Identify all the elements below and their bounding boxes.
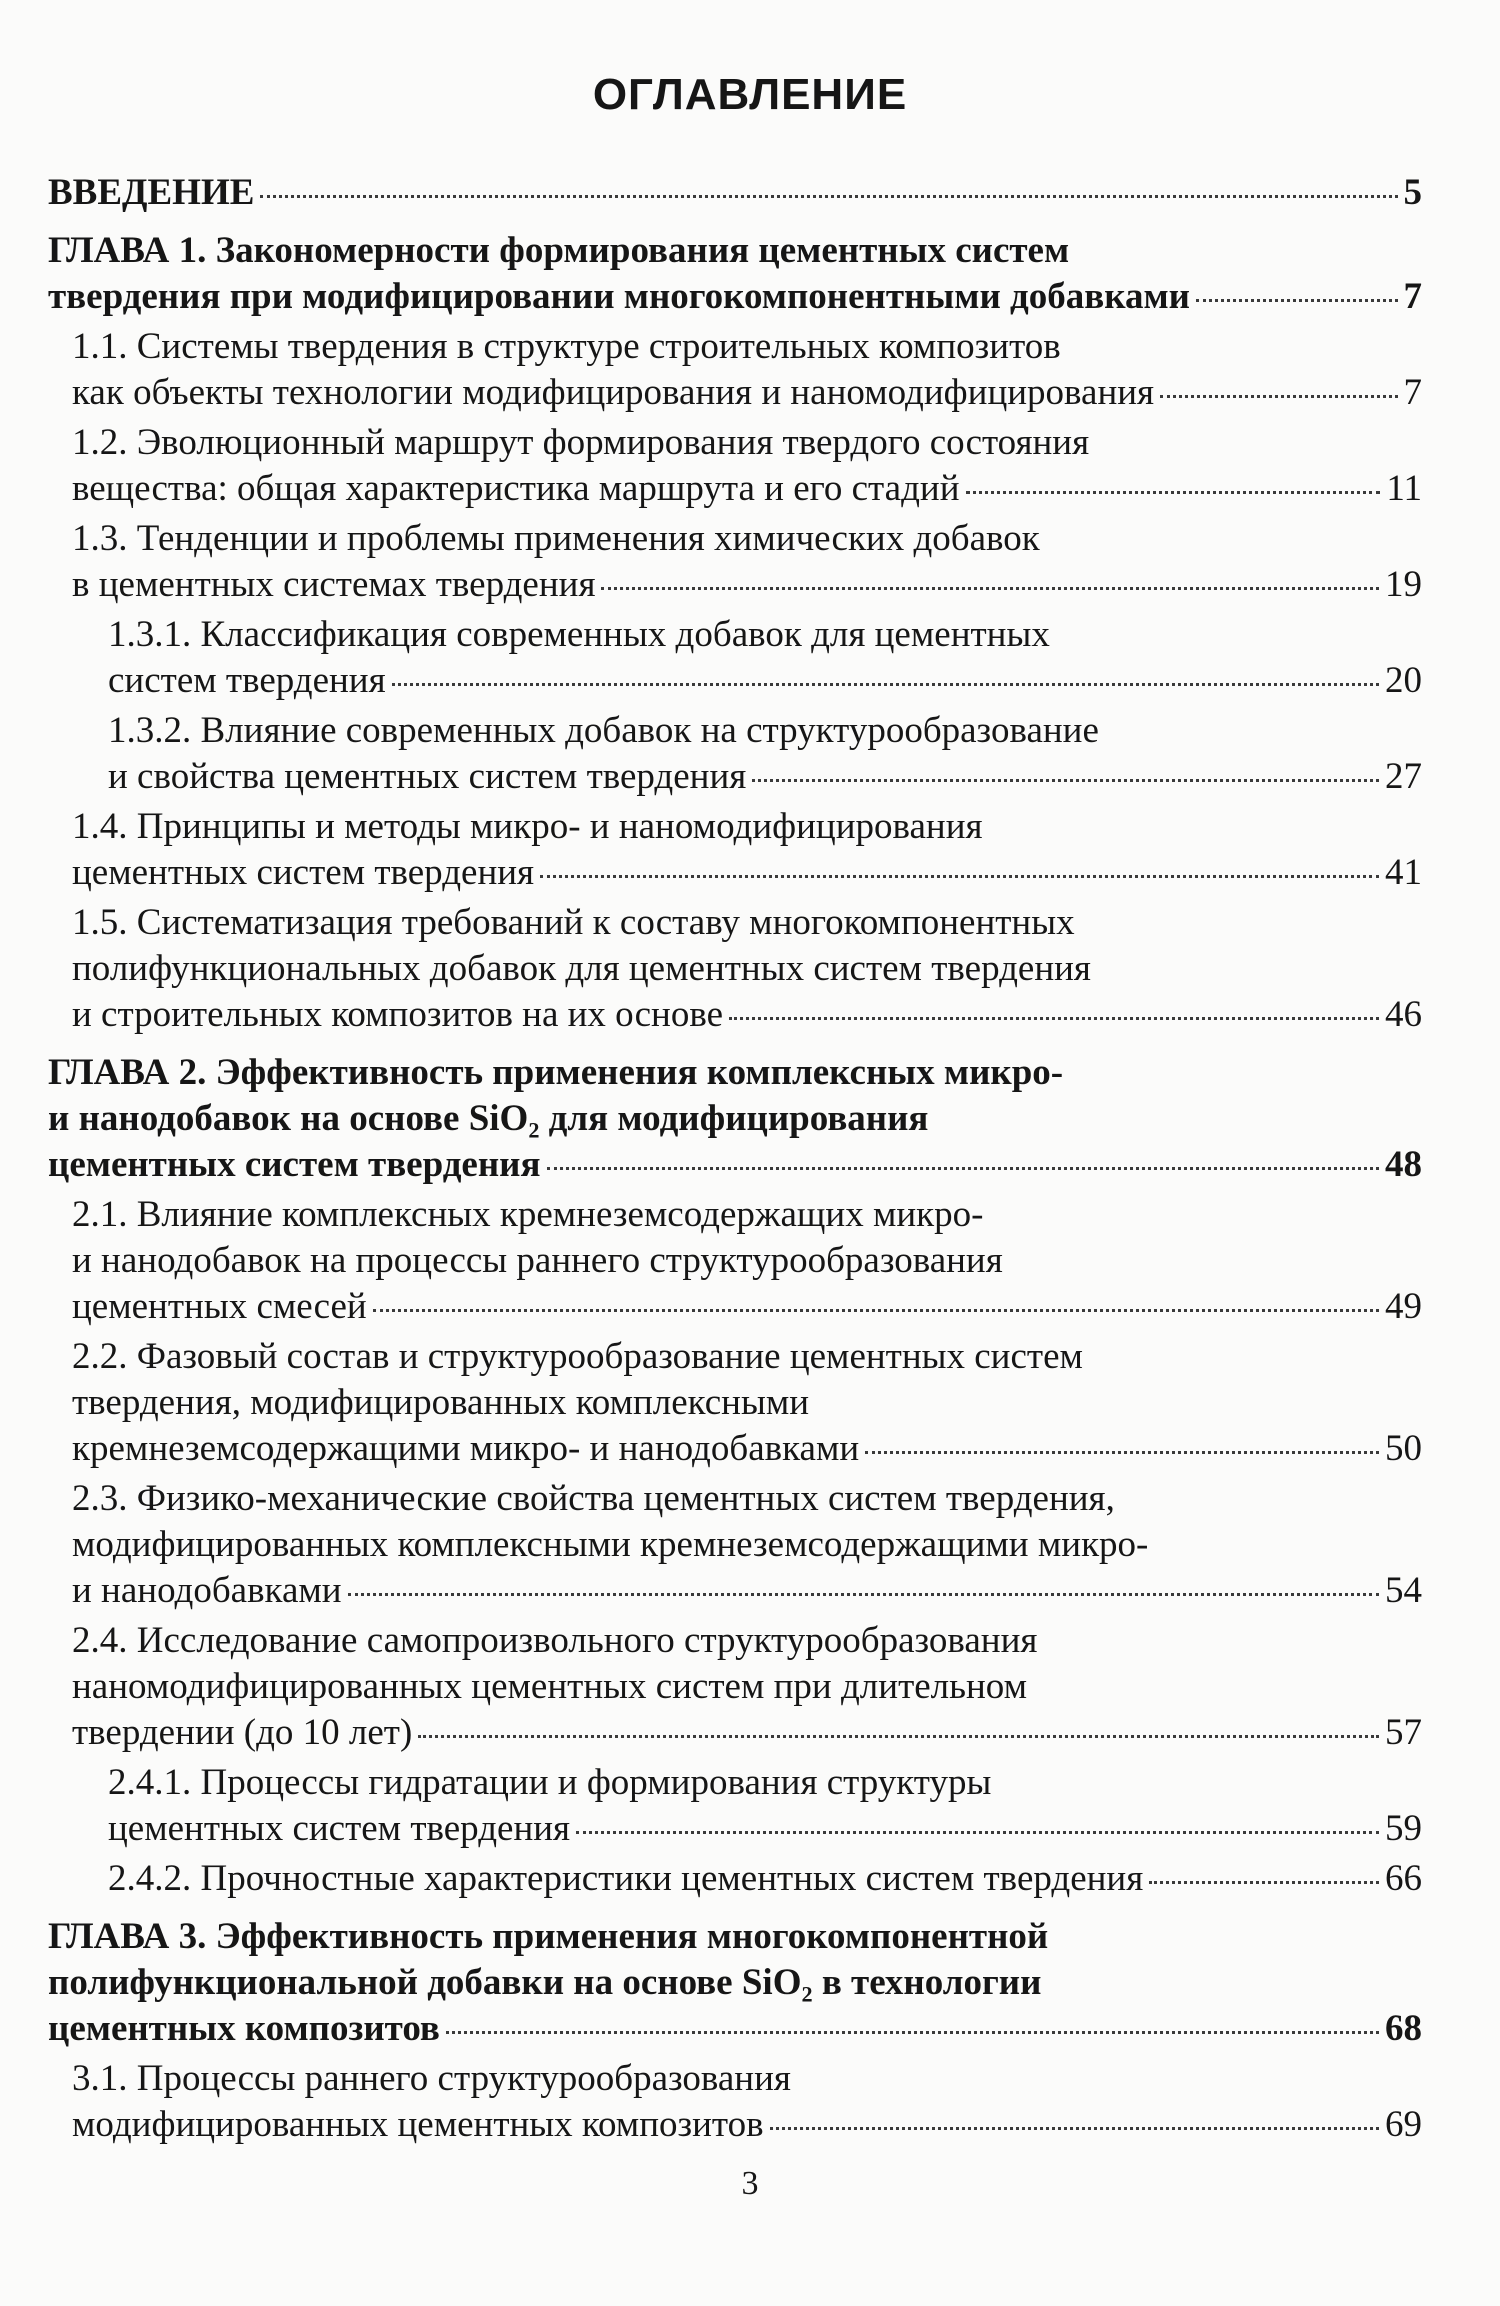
toc-entry-line: 2.4.1. Процессы гидратации и формирования структуры xyxy=(108,1762,992,1803)
toc-entry-line: цементных систем твердения xyxy=(48,1144,541,1185)
dot-leader xyxy=(418,1735,1379,1738)
toc-page-number: 54 xyxy=(1385,1570,1422,1611)
toc-entry-line: 2.4. Исследование самопроизвольного структурообразования xyxy=(72,1620,1038,1661)
toc-section-entry xyxy=(72,2056,1422,2148)
toc-entry-line: кремнеземсодержащими микро- и нанодобавками xyxy=(72,1428,860,1469)
toc-page-number: 11 xyxy=(1386,468,1422,509)
toc-entry-line: 1.2. Эволюционный маршрут формирования твердого состояния xyxy=(72,422,1090,463)
toc-section-entry xyxy=(72,1618,1422,1756)
toc-entry-last-line xyxy=(48,170,1422,216)
toc-entry-last-line xyxy=(108,658,1422,704)
toc-page-number: 19 xyxy=(1385,564,1422,605)
toc-entry-line: и нанодобавок на процессы раннего структурообразования xyxy=(72,1240,1003,1281)
toc-entry-last-line xyxy=(72,466,1422,512)
page-number: 3 xyxy=(741,2165,759,2202)
page-title: ОГЛАВЛЕНИЕ xyxy=(592,70,908,119)
toc-entry-line: 2.4.2. Прочностные характеристики цементных систем твердения xyxy=(108,1858,1144,1899)
toc-entry-line: 1.4. Принципы и методы микро- и наномодифицирования xyxy=(72,806,983,847)
toc-entry-line: 1.3.2. Влияние современных добавок на структурообразование xyxy=(108,710,1099,751)
dot-leader xyxy=(446,2031,1379,2034)
toc-section-entry xyxy=(108,1856,1422,1902)
toc-entry-line: и нанодобавками xyxy=(72,1570,342,1611)
dot-leader xyxy=(348,1593,1379,1596)
toc-section-entry xyxy=(72,420,1422,512)
toc-entry-line: цементных смесей xyxy=(72,1286,367,1327)
dot-leader xyxy=(966,491,1381,494)
toc-entry-last-line xyxy=(72,992,1422,1038)
toc-page-number: 7 xyxy=(1403,372,1422,413)
toc-entry-line: ВВЕДЕНИЕ xyxy=(48,172,255,213)
toc-entry-line: в цементных системах твердения xyxy=(72,564,596,605)
toc-section-entry xyxy=(72,1334,1422,1472)
toc-entry-last-line xyxy=(108,1806,1422,1852)
dot-leader xyxy=(540,875,1379,878)
toc-entry-last-line xyxy=(72,370,1422,416)
dot-leader xyxy=(260,195,1397,198)
toc-page-number: 59 xyxy=(1385,1808,1422,1849)
toc-entry-line: твердении (до 10 лет) xyxy=(72,1712,413,1753)
toc-entry-line: полифункциональной добавки на основе SiO₂ в технологии xyxy=(48,1962,1042,2003)
toc-page-number: 49 xyxy=(1385,1286,1422,1327)
toc-entry-last-line xyxy=(108,1856,1422,1902)
toc-page-number: 57 xyxy=(1385,1712,1422,1753)
toc-chapter-entry xyxy=(48,1050,1422,1188)
toc-page-number: 5 xyxy=(1403,172,1422,213)
toc-page-number: 20 xyxy=(1385,660,1422,701)
dot-leader xyxy=(392,683,1379,686)
toc-section-entry xyxy=(72,1476,1422,1614)
dot-leader xyxy=(373,1309,1379,1312)
toc-entry-last-line xyxy=(72,850,1422,896)
toc-page-number: 66 xyxy=(1385,1858,1422,1899)
toc-entry-last-line xyxy=(72,1568,1422,1614)
toc-entry-line: 1.3.1. Классификация современных добавок для цементных xyxy=(108,614,1050,655)
toc-page-number: 7 xyxy=(1403,276,1422,317)
toc-entry-line: 2.2. Фазовый состав и структурообразование цементных систем xyxy=(72,1336,1083,1377)
toc-entry-line: ГЛАВА 3. Эффективность применения многокомпонентной xyxy=(48,1916,1049,1957)
toc-section-entry xyxy=(72,900,1422,1038)
toc-entry-line: как объекты технологии модифицирования и наномодифицирования xyxy=(72,372,1155,413)
toc-entry-line: наномодифицированных цементных систем при длительном xyxy=(72,1666,1028,1707)
toc-section-entry xyxy=(72,516,1422,608)
dot-leader xyxy=(1160,395,1397,398)
toc-section-entry xyxy=(72,324,1422,416)
toc-chapter-entry xyxy=(48,170,1422,216)
toc-page-number: 27 xyxy=(1385,756,1422,797)
toc-entry-line: твердения, модифицированных комплексными xyxy=(72,1382,810,1423)
toc-entry-line: 3.1. Процессы раннего структурообразования xyxy=(72,2058,791,2099)
toc-entry-last-line xyxy=(48,274,1422,320)
dot-leader xyxy=(729,1017,1379,1020)
toc-entry-line: цементных композитов xyxy=(48,2008,440,2049)
dot-leader xyxy=(770,2127,1379,2130)
toc-page-number: 50 xyxy=(1385,1428,1422,1469)
toc-entry-line: систем твердения xyxy=(108,660,386,701)
toc-chapter-entry xyxy=(48,228,1422,320)
toc-section-entry xyxy=(72,804,1422,896)
toc-section-entry xyxy=(108,612,1422,704)
dot-leader xyxy=(752,779,1379,782)
toc-entry-line: 1.5. Систематизация требований к составу многокомпонентных xyxy=(72,902,1075,943)
toc-page-number: 48 xyxy=(1385,1144,1422,1185)
toc-entry-line: и нанодобавок на основе SiO₂ для модифицирования xyxy=(48,1098,929,1139)
toc-section-entry xyxy=(108,708,1422,800)
toc-page-number: 41 xyxy=(1385,852,1422,893)
toc-chapter-entry xyxy=(48,1914,1422,2052)
toc-entry-last-line xyxy=(72,1710,1422,1756)
toc-entry-line: ГЛАВА 2. Эффективность применения комплексных микро- xyxy=(48,1052,1064,1093)
toc-entry-last-line xyxy=(72,2102,1422,2148)
toc-entry-last-line xyxy=(48,2006,1422,2052)
toc-page-number: 69 xyxy=(1385,2104,1422,2145)
toc-entry-line: модифицированных комплексными кремнеземсодержащими микро- xyxy=(72,1524,1149,1565)
toc-entry-line: твердения при модифицировании многокомпонентными добавками xyxy=(48,276,1190,317)
dot-leader xyxy=(1149,1881,1379,1884)
toc-page-number: 68 xyxy=(1385,2008,1422,2049)
toc-entry-line: цементных систем твердения xyxy=(108,1808,571,1849)
toc-entry-line: ГЛАВА 1. Закономерности формирования цементных систем xyxy=(48,230,1070,271)
dot-leader xyxy=(1196,299,1398,302)
toc-entry-line: 1.1. Системы твердения в структуре строительных композитов xyxy=(72,326,1061,367)
table-of-contents xyxy=(0,170,1500,2148)
toc-entry-last-line xyxy=(72,1284,1422,1330)
toc-page-number: 46 xyxy=(1385,994,1422,1035)
toc-entry-line: полифункциональных добавок для цементных систем твердения xyxy=(72,948,1091,989)
toc-entry-line: вещества: общая характеристика маршрута и его стадий xyxy=(72,468,960,509)
toc-entry-line: модифицированных цементных композитов xyxy=(72,2104,764,2145)
toc-entry-last-line xyxy=(72,1426,1422,1472)
dot-leader xyxy=(576,1831,1379,1834)
toc-entry-line: и строительных композитов на их основе xyxy=(72,994,724,1035)
toc-entry-line: 2.1. Влияние комплексных кремнеземсодержащих микро- xyxy=(72,1194,984,1235)
toc-entry-line: 1.3. Тенденции и проблемы применения химических добавок xyxy=(72,518,1040,559)
dot-leader xyxy=(547,1167,1380,1170)
toc-section-entry xyxy=(108,1760,1422,1852)
toc-entry-line: цементных систем твердения xyxy=(72,852,535,893)
dot-leader xyxy=(865,1451,1379,1454)
toc-entry-last-line xyxy=(48,1142,1422,1188)
toc-entry-last-line xyxy=(72,562,1422,608)
toc-entry-line: и свойства цементных систем твердения xyxy=(108,756,747,797)
toc-section-entry xyxy=(72,1192,1422,1330)
dot-leader xyxy=(601,587,1379,590)
toc-entry-line: 2.3. Физико-механические свойства цементных систем твердения, xyxy=(72,1478,1115,1519)
toc-entry-last-line xyxy=(108,754,1422,800)
